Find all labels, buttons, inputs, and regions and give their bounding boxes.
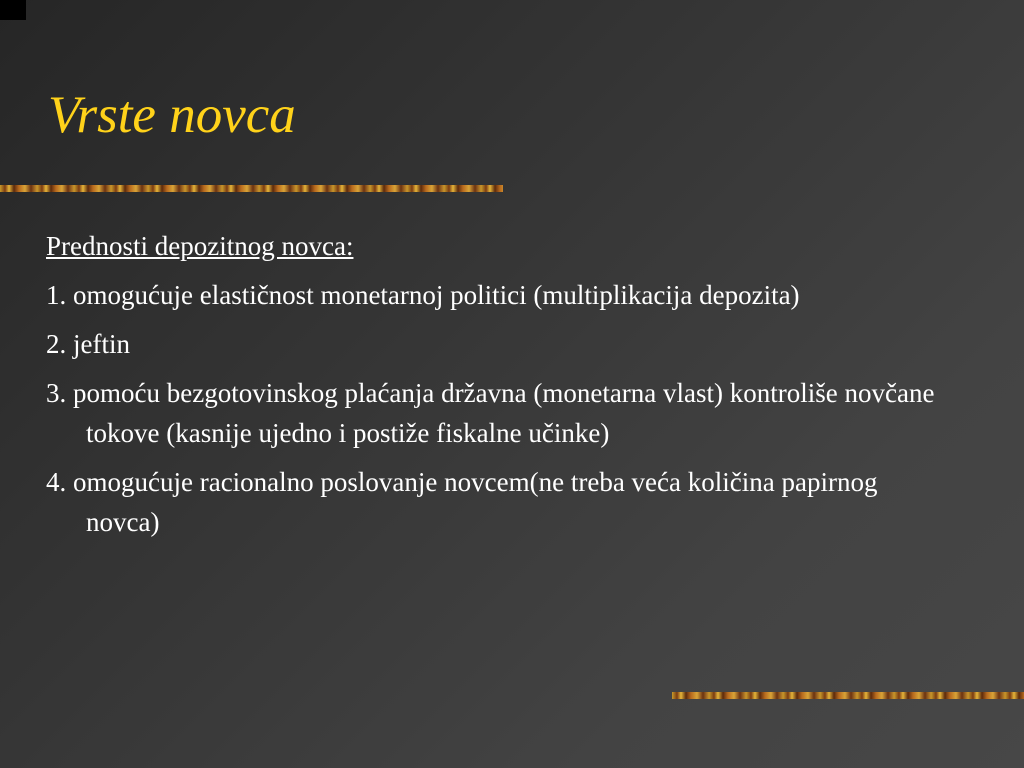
- list-item: 3. pomoću bezgotovinskog plaćanja državna (monetarna vlast) kontroliše novčane tokove (kasnije ujedno i postiže fiskalne učinke): [46, 378, 935, 448]
- list-item: 4. omogućuje racionalno poslovanje novcem(ne treba veća količina papirnog novca): [46, 467, 878, 537]
- decorative-rule-top: [0, 185, 503, 192]
- slide-title: Vrste novca: [48, 86, 296, 144]
- corner-mark: [0, 0, 26, 20]
- slide-body: [46, 226, 946, 551]
- section-heading: Prednosti depozitnog novca:: [46, 231, 354, 261]
- decorative-rule-bottom: [672, 692, 1024, 699]
- list-item: 1. omogućuje elastičnost monetarnoj politici (multiplikacija depozita): [46, 280, 800, 310]
- list-item: 2. jeftin: [46, 329, 130, 359]
